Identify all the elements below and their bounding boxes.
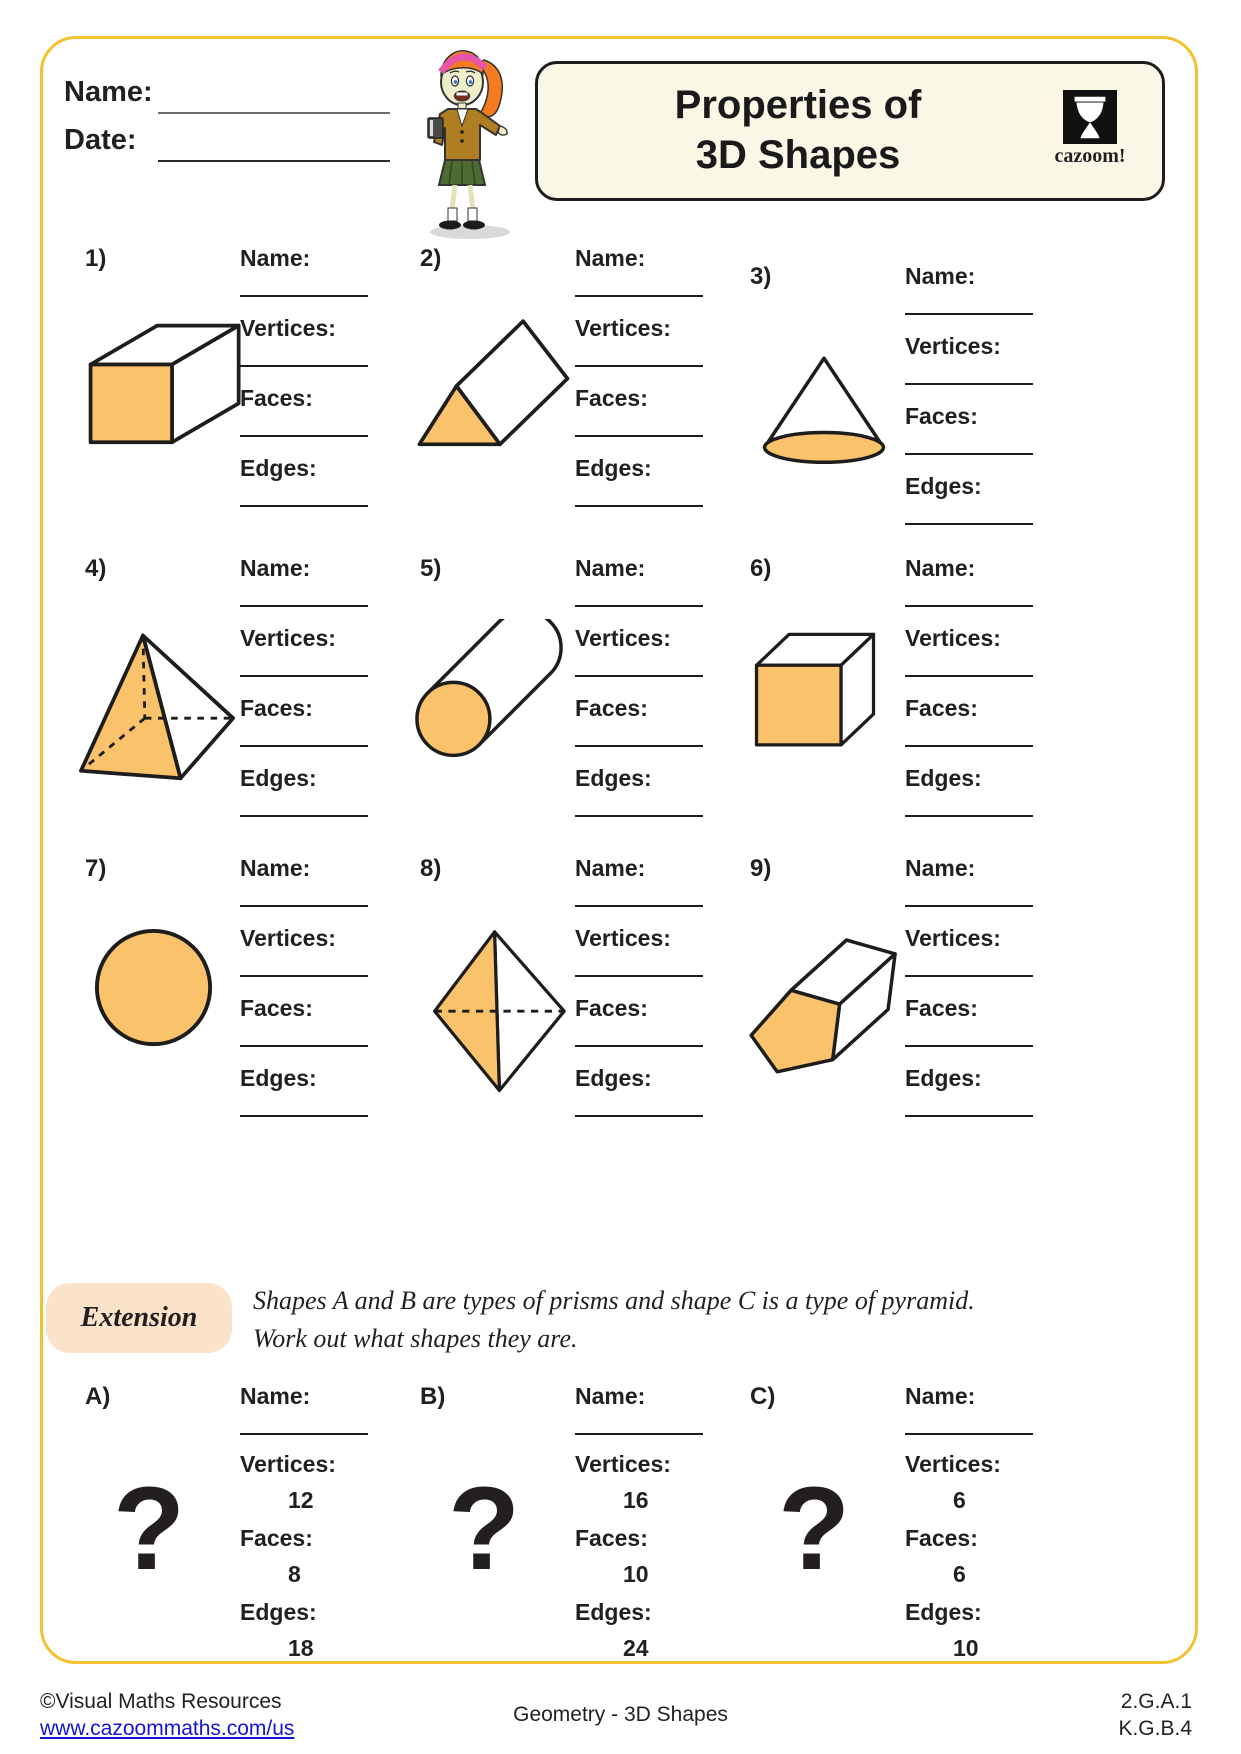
answer-line (240, 905, 368, 907)
question-block (750, 555, 1070, 855)
answer-line (575, 505, 703, 507)
answer-line (240, 975, 368, 977)
answer-line (905, 523, 1033, 525)
field-label-faces: Faces: (905, 403, 978, 429)
mystery-shape-placeholder: ? (113, 1463, 186, 1595)
answer-line (905, 675, 1033, 677)
vertices-value: 16 (623, 1487, 649, 1513)
extension-item (420, 1383, 740, 1683)
field-label-name: Name: (240, 1383, 311, 1409)
answer-fields (575, 245, 705, 525)
answer-line (905, 815, 1033, 817)
triangular-prism-illustration (412, 310, 574, 449)
edges-value: 18 (288, 1635, 314, 1661)
answer-fields (905, 555, 1035, 835)
question-number: 6) (750, 555, 772, 582)
field-label-vertices: Vertices: (905, 925, 1001, 951)
answer-line (575, 1045, 703, 1047)
question-block (85, 555, 405, 855)
answer-line (575, 435, 703, 437)
edges-value: 24 (623, 1635, 649, 1661)
question-number: 3) (750, 263, 772, 290)
website-link[interactable]: www.cazoommaths.com/us (40, 1717, 295, 1740)
mystery-shape-placeholder: ? (448, 1463, 521, 1595)
answer-line (240, 605, 368, 607)
field-label-faces: Faces: (905, 695, 978, 721)
question-block (420, 855, 740, 1155)
question-block (420, 555, 740, 855)
question-number: 5) (420, 555, 442, 582)
question-number: 9) (750, 855, 772, 882)
date-answer-line (158, 160, 390, 162)
extension-letter: A) (85, 1383, 111, 1410)
answer-line (575, 815, 703, 817)
field-label-vertices: Vertices: (240, 925, 336, 951)
extension-item (750, 1383, 1070, 1683)
standard-code-1: 2.G.A.1 (1120, 1690, 1192, 1713)
question-number: 2) (420, 245, 442, 272)
answer-line (905, 905, 1033, 907)
field-label-vertices: Vertices: (240, 625, 336, 651)
question-block (750, 855, 1070, 1155)
faces-value: 10 (623, 1561, 649, 1587)
footer-standards (992, 1688, 1192, 1742)
answer-line (575, 975, 703, 977)
field-label-faces: Faces: (575, 995, 648, 1021)
field-label-name: Name: (240, 555, 311, 581)
field-label-edges: Edges: (240, 1599, 317, 1625)
answer-line (240, 745, 368, 747)
question-block (750, 263, 1070, 563)
field-label-name: Name: (905, 1383, 976, 1409)
field-label-faces: Faces: (240, 1525, 313, 1551)
field-label-edges: Edges: (240, 455, 317, 481)
answer-line (575, 675, 703, 677)
pentagonal-prism-illustration (746, 921, 902, 1077)
field-label-vertices: Vertices: (575, 925, 671, 951)
answer-line (905, 1045, 1033, 1047)
field-label-name: Name: (575, 855, 646, 881)
field-label-edges: Edges: (905, 1065, 982, 1091)
answer-line (905, 745, 1033, 747)
answer-line (575, 1433, 703, 1435)
footer-topic: Geometry - 3D Shapes (513, 1703, 728, 1726)
extension-letter: B) (420, 1383, 446, 1410)
field-label-edges: Edges: (240, 1065, 317, 1091)
answer-line (240, 1045, 368, 1047)
field-label-faces: Faces: (905, 995, 978, 1021)
copyright-text: ©Visual Maths Resources (40, 1690, 282, 1713)
field-label-vertices: Vertices: (240, 315, 336, 341)
answer-line (905, 1433, 1033, 1435)
field-label-vertices: Vertices: (575, 1451, 671, 1477)
field-label-name: Name: (575, 1383, 646, 1409)
answer-line (905, 313, 1033, 315)
question-block (85, 855, 405, 1155)
field-label-faces: Faces: (575, 695, 648, 721)
extension-grid (85, 1383, 1165, 1673)
field-label-name: Name: (905, 263, 976, 289)
answer-line (240, 1115, 368, 1117)
extension-item (85, 1383, 405, 1683)
field-label-vertices: Vertices: (905, 1451, 1001, 1477)
answer-fields (575, 855, 705, 1135)
answer-fields (905, 263, 1035, 543)
answer-fields (240, 855, 370, 1135)
field-label-vertices: Vertices: (240, 1451, 336, 1477)
answer-line (905, 1115, 1033, 1117)
cazoom-wordmark: cazoom! (1054, 145, 1126, 167)
field-label-name: Name: (575, 555, 646, 581)
field-label-edges: Edges: (240, 765, 317, 791)
field-label-faces: Faces: (575, 1525, 648, 1551)
vertices-value: 12 (288, 1487, 314, 1513)
answer-fields (905, 855, 1035, 1135)
field-label-name: Name: (240, 855, 311, 881)
answer-line (575, 295, 703, 297)
question-block (420, 245, 740, 545)
answer-line (240, 505, 368, 507)
extension-banner (46, 1283, 232, 1353)
field-label-vertices: Vertices: (575, 315, 671, 341)
field-label-edges: Edges: (905, 765, 982, 791)
field-label-faces: Faces: (905, 1525, 978, 1551)
cazoom-logo (1050, 90, 1130, 168)
question-number: 4) (85, 555, 107, 582)
field-label-edges: Edges: (575, 455, 652, 481)
question-number: 7) (85, 855, 107, 882)
cube-illustration (750, 623, 880, 749)
cuboid-illustration (85, 318, 247, 448)
field-label-faces: Faces: (240, 385, 313, 411)
field-label-vertices: Vertices: (905, 333, 1001, 359)
schoolgirl-cartoon (412, 42, 522, 242)
answer-line (905, 383, 1033, 385)
field-label-name: Name: (575, 245, 646, 271)
name-answer-line (158, 112, 390, 114)
cylinder-illustration (410, 619, 568, 758)
answer-fields (240, 555, 370, 835)
field-label-name: Name: (240, 245, 311, 271)
field-label-edges: Edges: (905, 1599, 982, 1625)
answer-line (575, 905, 703, 907)
square-pyramid-illustration (75, 628, 240, 783)
answer-line (240, 675, 368, 677)
field-label-faces: Faces: (575, 385, 648, 411)
answer-line (575, 1115, 703, 1117)
answer-line (905, 605, 1033, 607)
cone-illustration (754, 353, 894, 471)
field-label-edges: Edges: (575, 1065, 652, 1091)
field-label-faces: Faces: (240, 995, 313, 1021)
questions-grid (85, 245, 1165, 1175)
worksheet-title: Properties of 3D Shapes (674, 83, 922, 177)
mystery-shape-placeholder: ? (778, 1463, 851, 1595)
answer-line (240, 815, 368, 817)
answer-line (240, 365, 368, 367)
field-label-vertices: Vertices: (575, 625, 671, 651)
extension-label: Extension (80, 1302, 198, 1333)
title-box (535, 61, 1165, 201)
answer-line (575, 365, 703, 367)
answer-fields (240, 245, 370, 525)
answer-line (240, 435, 368, 437)
extension-instructions: Shapes A and B are types of prisms and shape C is a type of pyramid. Work out what shapes they are. (253, 1286, 975, 1353)
field-label-vertices: Vertices: (905, 625, 1001, 651)
octahedron-illustration (428, 927, 570, 1097)
extension-letter: C) (750, 1383, 776, 1410)
field-label-edges: Edges: (905, 473, 982, 499)
field-label-faces: Faces: (240, 695, 313, 721)
faces-value: 6 (953, 1561, 966, 1587)
field-label-edges: Edges: (575, 765, 652, 791)
sphere-illustration (93, 927, 215, 1049)
answer-line (575, 605, 703, 607)
field-label-edges: Edges: (575, 1599, 652, 1625)
answer-line (905, 453, 1033, 455)
edges-value: 10 (953, 1635, 979, 1661)
faces-value: 8 (288, 1561, 301, 1587)
answer-line (905, 975, 1033, 977)
field-label-name: Name: (905, 855, 976, 881)
answer-line (240, 1433, 368, 1435)
vertices-value: 6 (953, 1487, 966, 1513)
name-label: Name: (64, 76, 153, 108)
question-number: 8) (420, 855, 442, 882)
standard-code-2: K.G.B.4 (1118, 1717, 1192, 1740)
date-label: Date: (64, 124, 137, 156)
answer-line (240, 295, 368, 297)
field-label-name: Name: (905, 555, 976, 581)
answer-fields (575, 555, 705, 835)
answer-line (575, 745, 703, 747)
djembe-drum-icon (1063, 90, 1117, 144)
question-number: 1) (85, 245, 107, 272)
question-block (85, 245, 405, 545)
